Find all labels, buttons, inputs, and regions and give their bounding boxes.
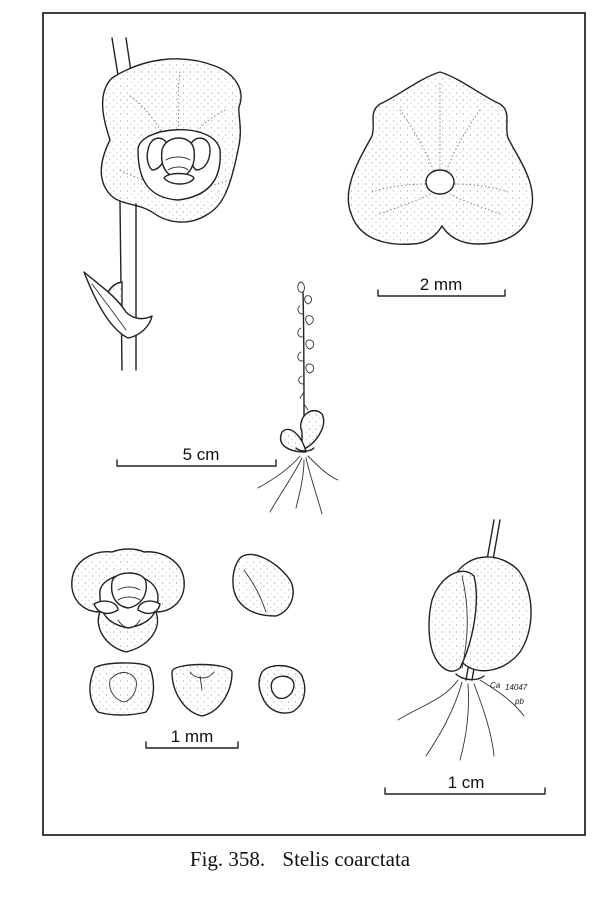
habit-drawing <box>258 282 338 514</box>
flower-on-stem-drawing <box>84 38 241 370</box>
svg-text:Fig. 358. Stelis coarcta <box>190 847 411 871</box>
floral-dissection-drawing <box>72 549 305 716</box>
scale-bar-1cm <box>385 773 545 794</box>
collector-mark: Ca <box>490 681 501 690</box>
plant-base-drawing <box>398 520 531 760</box>
scale-label-1mm: 1 mm <box>170 727 214 746</box>
figure-caption <box>190 847 411 871</box>
scale-label-1cm: 1 cm <box>447 773 485 792</box>
scale-bar-5cm <box>117 445 276 466</box>
specimen-number: 14047 <box>505 683 528 692</box>
scale-label-5cm: 5 cm <box>182 445 220 464</box>
illustrator-initials: pb <box>515 697 524 706</box>
figure-number: Fig. 358. <box>189 847 266 871</box>
sepal-drawing <box>348 72 532 244</box>
scale-bar-1mm <box>146 727 238 748</box>
species-name: Stelis coarctata <box>282 847 411 871</box>
scale-bar-2mm <box>378 275 505 296</box>
scale-label-2mm: 2 mm <box>419 275 463 294</box>
